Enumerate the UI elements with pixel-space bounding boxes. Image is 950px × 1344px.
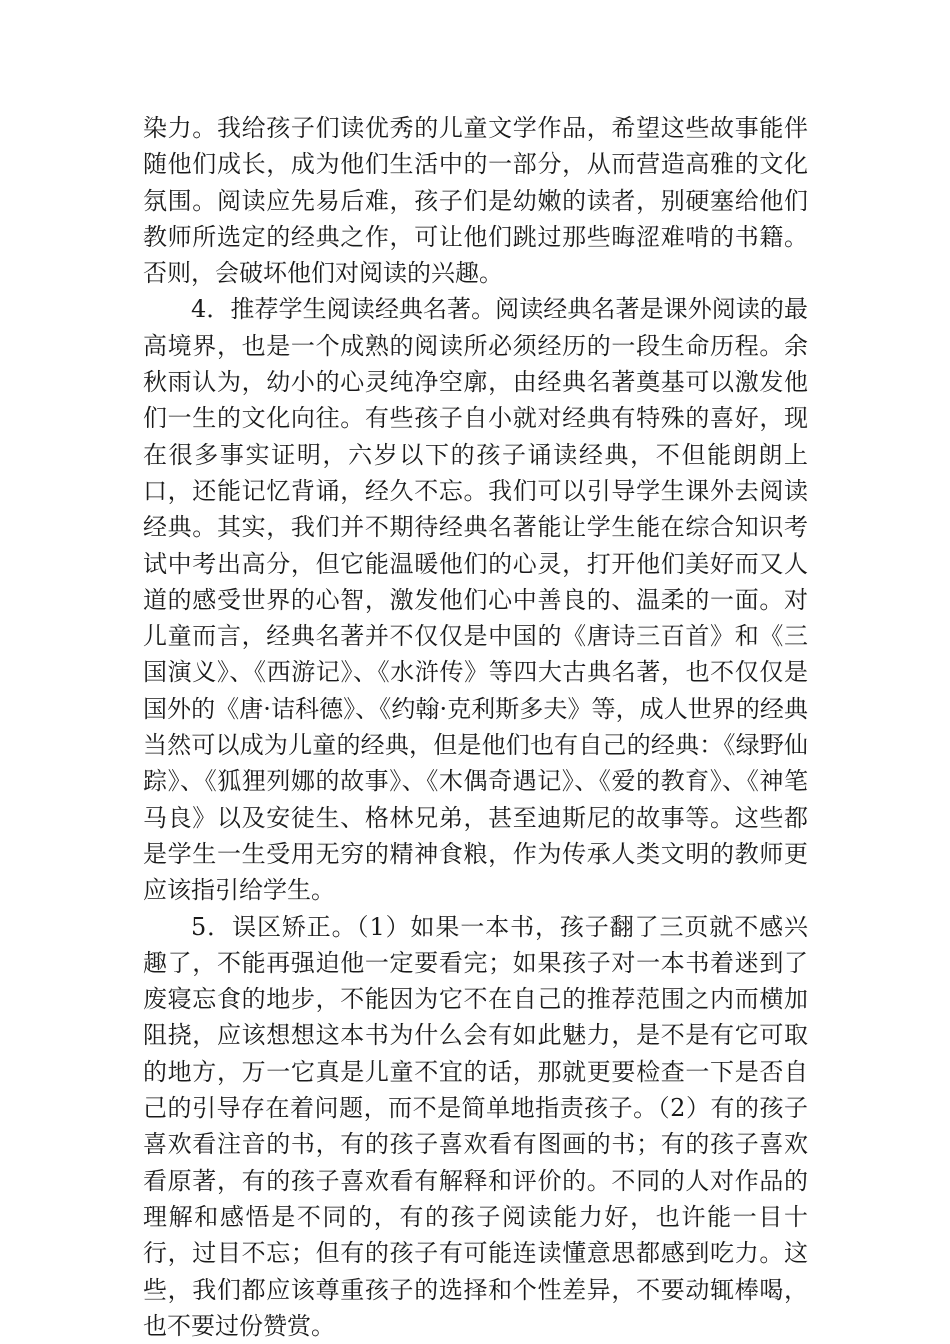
document-page	[143, 110, 808, 1344]
paragraph-misconceptions: 5．误区矫正。（1）如果一本书，孩子翻了三页就不感兴趣了，不能再强迫他一定要看完；如果孩子对一本书着迷到了废寝忘食的地步，不能因为它不在自己的推荐范围之内而横加阻挠，应该想想这本书为什么会有如此魅力，是不是有它可取的地方，万一它真是儿童不宜的话，那就更要检查一下是否自己的引导存在着问题，而不是简单地指责孩子。（2）有的孩子喜欢看注音的书，有的孩子喜欢看有图画的书；有的孩子喜欢看原著，有的孩子喜欢看有解释和评价的。不同的人对作品的理解和感悟是不同的，有的孩子阅读能力好，也许能一目十行，过目不忘；但有的孩子有可能连读懂意思都感到吃力。这些，我们都应该尊重孩子的选择和个性差异，不要动辄棒喝，也不要过份赞赏。	[143, 912, 808, 1340]
paragraph-classics: 4．推荐学生阅读经典名著。阅读经典名著是课外阅读的最高境界，也是一个成熟的阅读所必须经历的一段生命历程。余秋雨认为，幼小的心灵纯净空廓，由经典名著奠基可以激发他们一生的文化向往。有些孩子自小就对经典有特殊的喜好，现在很多事实证明，六岁以下的孩子诵读经典，不但能朗朗上口，还能记忆背诵，经久不忘。我们可以引导学生课外去阅读经典。其实，我们并不期待经典名著能让学生能在综合知识考试中考出高分，但它能温暖他们的心灵，打开他们美好而又人道的感受世界的心智，激发他们心中善良的、温柔的一面。对儿童而言，经典名著并不仅仅是中国的《唐诗三百首》和《三国演义》、《西游记》、《水浒传》等四大古典名著，也不仅仅是国外的《唐·诘科德》、《约翰·克利斯多夫》等，成人世界的经典当然可以成为儿童的经典，但是他们也有自己的经典：《绿野仙踪》、《狐狸列娜的故事》、《木偶奇遇记》、《爱的教育》、《神笔马良》以及安徒生、格林兄弟，甚至迪斯尼的故事等。这些都是学生一生受用无穷的精神食粮，作为传承人类文明的教师更应该指引给学生。	[143, 295, 808, 905]
paragraph-continued: 染力。我给孩子们读优秀的儿童文学作品，希望这些故事能伴随他们成长，成为他们生活中的一部分，从而营造高雅的文化氛围。阅读应先易后难，孩子们是幼嫩的读者，别硬塞给他们教师所选定的经典之作，可让他们跳过那些晦涩难啃的书籍。否则，会破坏他们对阅读的兴趣。	[143, 114, 808, 288]
